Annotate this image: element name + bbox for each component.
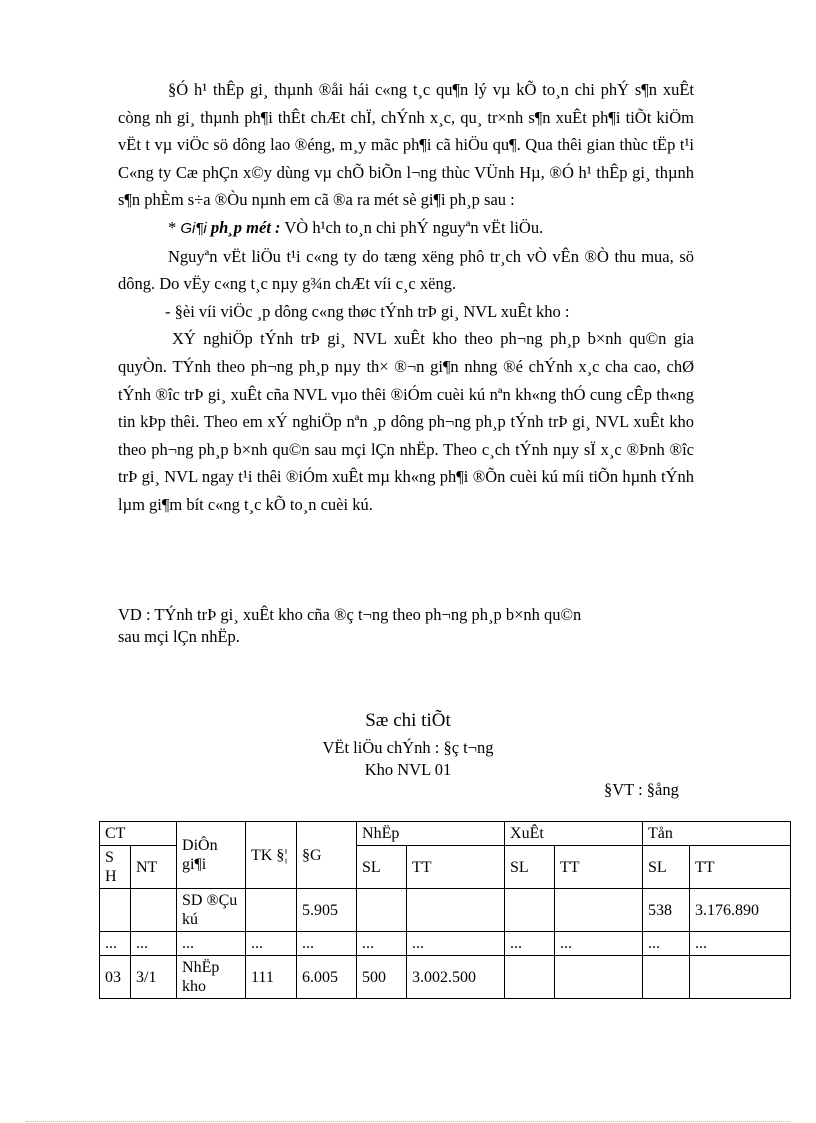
header-ton: Tån (643, 822, 791, 846)
page-bottom-rule (26, 1121, 790, 1122)
table-row (100, 932, 791, 956)
table-cell: NhËp kho (177, 956, 246, 999)
table-row (100, 889, 791, 932)
table-cell: ... (100, 932, 131, 956)
solution-label-sans: Gi¶i (180, 219, 207, 237)
table-cell: 111 (246, 956, 297, 999)
header-nhap-tt: TT (407, 846, 505, 889)
table-cell: 538 (643, 889, 690, 932)
table-cell: 03 (100, 956, 131, 999)
table-cell (357, 889, 407, 932)
table-cell (643, 956, 690, 999)
ledger-title: Sæ chi tiÕt (365, 710, 451, 731)
table-cell: 5.905 (297, 889, 357, 932)
table-cell: ... (407, 932, 505, 956)
table-cell (131, 889, 177, 932)
table-cell: 3.002.500 (407, 956, 505, 999)
table-cell: ... (297, 932, 357, 956)
header-dg: §G (297, 822, 357, 889)
table-cell (505, 889, 555, 932)
table-cell: ... (131, 932, 177, 956)
ledger-table (99, 821, 791, 999)
table-row (100, 956, 791, 999)
table-cell (690, 956, 791, 999)
ledger-warehouse: Kho NVL 01 (364, 760, 452, 779)
header-nhap: NhËp (357, 822, 505, 846)
header-tk: TK §¦ (246, 822, 297, 889)
table-cell: ... (246, 932, 297, 956)
table-cell (505, 956, 555, 999)
header-dien-giai: DiÔn gi¶i (177, 822, 246, 889)
header-ton-tt: TT (690, 846, 791, 889)
table-cell: 3/1 (131, 956, 177, 999)
example-text (118, 604, 698, 648)
paragraph-method: XÝ nghiÖp tÝnh trÞ gi¸ NVL xuÊt kho theo ph¬ng ph¸p b×nh qu©n gia quyÒn. TÝnh theo ph¬ng ph¸p nµy th× ®¬n gi¶n nhng ®é chÝnh x¸c cha cao, chØ tÝnh ®îc trÞ gi¸ xuÊt cña NVL vµo thêi ®iÓm cuèi kú nªn kh«ng thÓ cung cÊp th«ng tin kÞp thêi. Theo em xÝ nghiÖp nªn ¸p dông ph¬ng ph¸p tÝnh trÞ gi¸ NVL xuÊt kho theo ph¬ng ph¸p b×nh qu©n sau mçi lÇn nhËp. Theo c¸ch tÝnh nµy sÏ x¸c ®Þnh ®îc trÞ gi¸ NVL ngay t¹i thêi ®iÓm xuÊt mµ kh«ng ph¶i ®Õn cuèi kú míi tiÕn hµnh tÝnh lµm gi¶m bít c«ng t¸c kÕ to¸n cuèi kú. (118, 329, 694, 514)
table-cell: 3.176.890 (690, 889, 791, 932)
solution-title: VÒ h¹ch to¸n chi phÝ nguyªn vËt liÖu. (280, 217, 544, 237)
table-cell (555, 956, 643, 999)
paragraph-materials: Nguyªn vËt liÖu t¹i c«ng ty do tæng xëng phô tr¸ch vÒ vÊn ®Ò thu mua, sö dông. Do vËy c«ng t¸c nµy g¾n chÆt víi c¸c xëng. (118, 246, 694, 294)
table-cell (246, 889, 297, 932)
paragraph-intro: §Ó h¹ thÊp gi¸ thµnh ®åi hái c«ng t¸c qu¶n lý vµ kÕ to¸n chi phÝ s¶n xuÊt còng nh gi¸ thµnh ph¶i thÊt chÆt chÏ, chÝnh x¸c, qu¸ tr×nh s¶n xuÊt ph¶i tiÕt kiÖm vËt t vµ viÖc sö dông lao ®éng, m¸y mãc ph¶i cã hiÖu qu¶. Qua thêi gian thùc tËp t¹i C«ng ty Cæ phÇn x©y dùng vµ chÕ biÕn l¬ng thùc VÜnh Hµ, ®Ó h¹ thÊp gi¸ thµnh s¶n phÈm s÷a ®Òu nµnh em cã ®a ra mét sè gi¶i ph¸p sau : (118, 80, 694, 210)
header-nhap-sl: SL (357, 846, 407, 889)
header-ton-sl: SL (643, 846, 690, 889)
table-cell: 6.005 (297, 956, 357, 999)
paragraph-formula-heading: - §èi víi viÖc ¸p dông c«ng thøc tÝnh trÞ gi¸ NVL xuÊt kho : (165, 301, 570, 321)
header-ct: CT (100, 822, 177, 846)
table-cell: 500 (357, 956, 407, 999)
example-line-2: sau mçi lÇn nhËp. (118, 627, 240, 646)
table-cell: ... (357, 932, 407, 956)
example-line-1: VD : TÝnh trÞ gi¸ xuÊt kho cña ®ç t¬ng theo ph¬ng ph¸p b×nh qu©n (118, 605, 582, 624)
ledger-subtitle: VËt liÖu chÝnh : §ç t¬ng (322, 738, 494, 757)
header-xuat: XuÊt (505, 822, 643, 846)
body-text (118, 76, 694, 519)
table-cell: ... (555, 932, 643, 956)
solution-heading (118, 214, 694, 243)
table-cell: ... (690, 932, 791, 956)
table-cell: ... (643, 932, 690, 956)
header-sh: S H (100, 846, 131, 889)
table-cell (100, 889, 131, 932)
table-cell (407, 889, 505, 932)
ledger-unit: §VT : §ång (604, 780, 679, 799)
solution-bullet: * (168, 217, 181, 237)
header-xuat-tt: TT (555, 846, 643, 889)
header-nt: NT (131, 846, 177, 889)
table-cell (555, 889, 643, 932)
table-cell: ... (505, 932, 555, 956)
solution-label-bold: ph¸p mét : (206, 217, 281, 237)
header-row-1 (100, 822, 791, 846)
table-cell: SD ®Çu kú (177, 889, 246, 932)
table-cell: ... (177, 932, 246, 956)
header-xuat-sl: SL (505, 846, 555, 889)
